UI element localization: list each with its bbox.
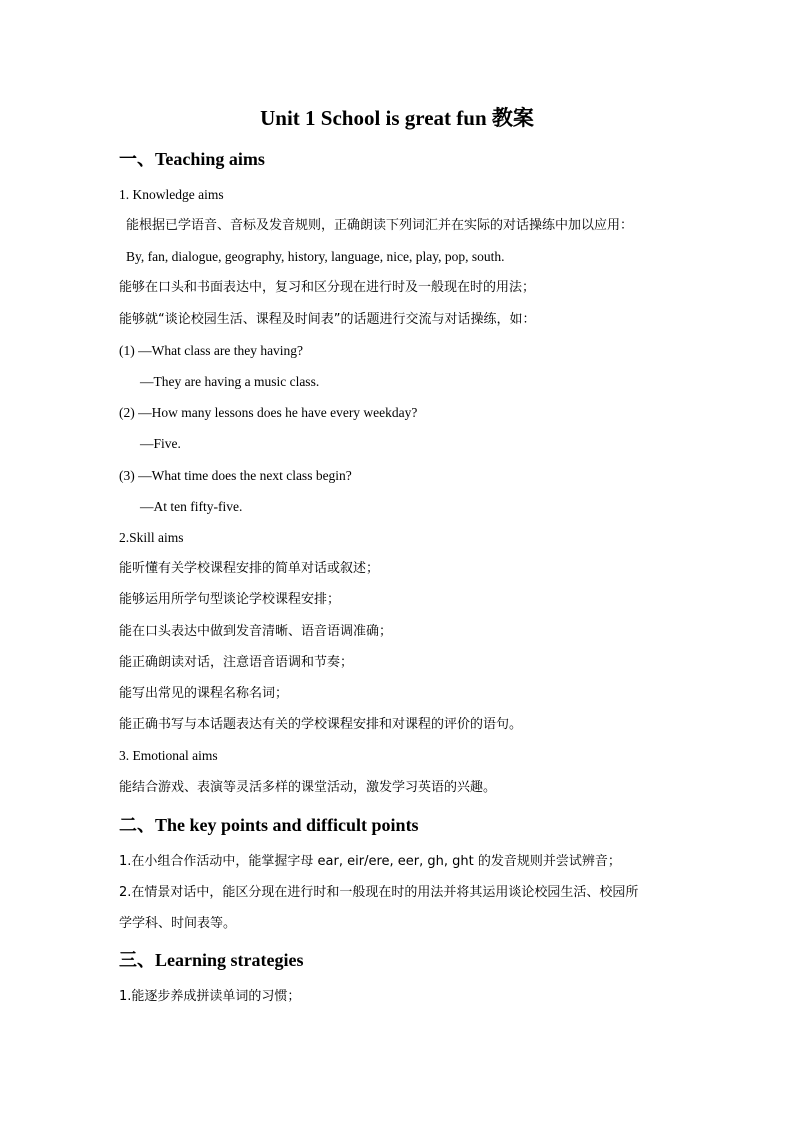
section-heading-teaching-aims: 一、Teaching aims	[119, 149, 265, 169]
section-heading-key-points: 二、The key points and difficult points	[119, 815, 419, 835]
subheading-skill-aims: 2.Skill aims	[119, 530, 184, 545]
dialogue-answer: —They are having a music class.	[140, 374, 320, 389]
dialogue-question: (1) —What class are they having?	[119, 343, 304, 358]
paragraph-line: 能写出常见的课程名称名词；	[119, 686, 289, 701]
paragraph-line: 能够在口头和书面表达中，复习和区分现在进行时及一般现在时的用法；	[119, 280, 536, 295]
vocabulary-list: By, fan, dialogue, geography, history, language, nice, play, pop, south.	[126, 249, 505, 264]
dialogue-question: (2) —How many lessons does he have every weekday?	[119, 405, 418, 420]
subheading-knowledge-aims: 1. Knowledge aims	[119, 187, 224, 202]
paragraph-line: 能根据已学语音、音标及发音规则，正确朗读下列词汇并在实际的对话操练中加以应用：	[126, 218, 634, 233]
dialogue-question: (3) —What time does the next class begin?	[119, 468, 352, 483]
paragraph-line: 1.在小组合作活动中，能掌握字母 ear, eir/ere, eer, gh, ght 的发音规则并尝试辨音；	[119, 854, 621, 869]
paragraph-line: 学学科、时间表等。	[119, 916, 237, 931]
subheading-emotional-aims: 3. Emotional aims	[119, 748, 218, 763]
dialogue-answer: —Five.	[140, 436, 181, 451]
paragraph-line: 能在口头表达中做到发音清晰、语音语调准确；	[119, 624, 393, 639]
paragraph-line: 能听懂有关学校课程安排的简单对话或叙述；	[119, 561, 380, 576]
paragraph-line: 能够就“谈论校园生活、课程及时间表”的话题进行交流与对话操练，如：	[119, 312, 536, 327]
paragraph-line: 2.在情景对话中，能区分现在进行时和一般现在时的用法并将其运用谈论校园生活、校园所	[119, 885, 639, 900]
paragraph-line: 能正确书写与本话题表达有关的学校课程安排和对课程的评价的语句。	[119, 717, 523, 732]
paragraph-line: 1.能逐步养成拼读单词的习惯；	[119, 989, 301, 1004]
paragraph-line: 能够运用所学句型谈论学校课程安排；	[119, 592, 341, 607]
document-title: Unit 1 School is great fun 教案	[260, 106, 534, 130]
paragraph-line: 能结合游戏、表演等灵活多样的课堂活动，激发学习英语的兴趣。	[119, 780, 497, 795]
section-heading-learning-strategies: 三、Learning strategies	[119, 950, 304, 970]
dialogue-answer: —At ten fifty-five.	[140, 499, 243, 514]
paragraph-line: 能正确朗读对话，注意语音语调和节奏；	[119, 655, 354, 670]
